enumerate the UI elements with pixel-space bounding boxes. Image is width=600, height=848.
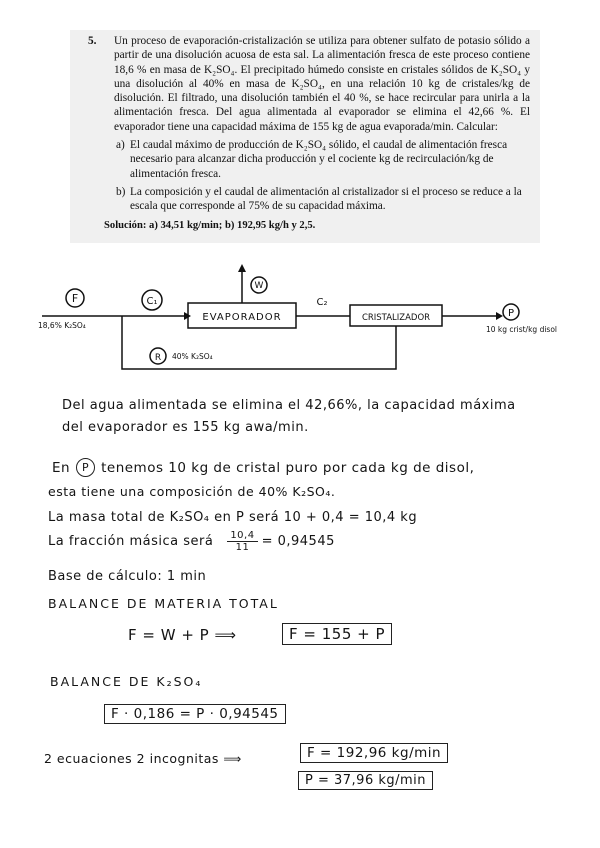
note-line-2: del evaporador es 155 kg awa/min. [62, 420, 309, 435]
note-line-3-start: En [52, 459, 71, 476]
result-f-box: F = 192,96 kg/min [300, 743, 448, 763]
solution-line: Solución: a) 34,51 kg/min; b) 192,95 kg/h y 2,5. [104, 219, 316, 231]
note-line-7: Base de cálculo: 1 min [48, 569, 207, 584]
fraction-denominator: 11 [235, 542, 250, 553]
problem-block [70, 30, 540, 243]
note-line-9: BALANCE DE K₂SO₄ [50, 674, 203, 689]
circled-p: P [76, 458, 95, 477]
stream-r-label: R [154, 353, 162, 363]
problem-items [80, 138, 530, 213]
stream-c2-label: C₂ [316, 297, 328, 308]
equation-k2so4-box: F · 0,186 = P · 0,94545 [104, 704, 286, 724]
note-line-3-end: tenemos 10 kg de cristal puro por cada kg de disol, [101, 459, 475, 476]
fraction-numerator: 10,4 [227, 530, 257, 542]
stream-w-label: W [254, 281, 264, 291]
arrow-head-icon [238, 264, 246, 272]
equation-total-left: F = W + P ⟹ [128, 626, 237, 644]
result-p-box: P = 37,96 kg/min [298, 771, 433, 790]
note-line-1: Del agua alimentada se elimina el 42,66%, la capacidad máxima [62, 398, 516, 413]
note-line-8: BALANCE DE MATERIA TOTAL [48, 596, 279, 611]
item-letter: b) [116, 185, 126, 198]
note-line-3 [52, 458, 474, 477]
problem-number: 5. [88, 35, 97, 47]
stream-c1-label: C₁ [146, 296, 158, 307]
problem-statement-block [80, 34, 530, 134]
equation-total-box: F = 155 + P [282, 623, 392, 645]
problem-item-a [114, 138, 530, 181]
evaporator-label: EVAPORADOR [202, 312, 282, 323]
recycle-line [122, 316, 396, 369]
item-text: El caudal máximo de producción de K₂SO₄ sólido, el caudal de alimentación fresca necesario para alcanzar dicha producción y el cociente kg de recirculación/kg de alimentación fresca. [130, 139, 508, 180]
note-line-6-start: La fracción másica será [48, 534, 214, 549]
note-line-10: 2 ecuaciones 2 incognitas ⟹ [44, 751, 242, 766]
problem-statement: Un proceso de evaporación-cristalización se utiliza para obtener sulfato de potasio sólido a partir de una disolución acuosa de esta sal. La alimentación fresca de este proceso contiene 18,6 % en masa de K₂SO₄. El precipitado húmedo consiste en cristales sólidos de K₂SO₄ y una disolución al 40% en masa de K₂SO₄, en una relación 10 kg de cristales/kg de disolución. El filtrado, una disolución también el 40 %, se hace recircular para unirla a la alimentación fresca. Del agua alimentada al evaporador se elimina el 42,66 %. El evaporador tiene una capacidad máxima de 155 kg de agua evaporada/min. Calcular: [114, 35, 530, 133]
product-composition: 10 kg crist/kg disol [486, 325, 557, 334]
note-line-6-end: = 0,94545 [261, 534, 335, 549]
note-line-4: esta tiene una composición de 40% K₂SO₄. [48, 484, 336, 499]
stream-f-label: F [71, 292, 79, 305]
note-line-5: La masa total de K₂SO₄ en P será 10 + 0,4 = 10,4 kg [48, 510, 418, 525]
feed-composition: 18,6% K₂SO₄ [38, 321, 86, 330]
item-letter: a) [116, 139, 125, 152]
mass-fraction [227, 530, 257, 553]
stream-p-label: P [507, 308, 515, 319]
note-line-6 [48, 530, 335, 553]
problem-item-b [114, 185, 530, 214]
item-text: La composición y el caudal de alimentación al cristalizador si el proceso se reduce a la escala que corresponde al 75% de su capacidad máxima. [130, 185, 522, 213]
process-diagram [0, 255, 600, 375]
crystallizer-label: CRISTALIZADOR [361, 313, 431, 323]
recycle-composition: 40% K₂SO₄ [172, 352, 213, 361]
arrow-head-icon [496, 312, 503, 320]
